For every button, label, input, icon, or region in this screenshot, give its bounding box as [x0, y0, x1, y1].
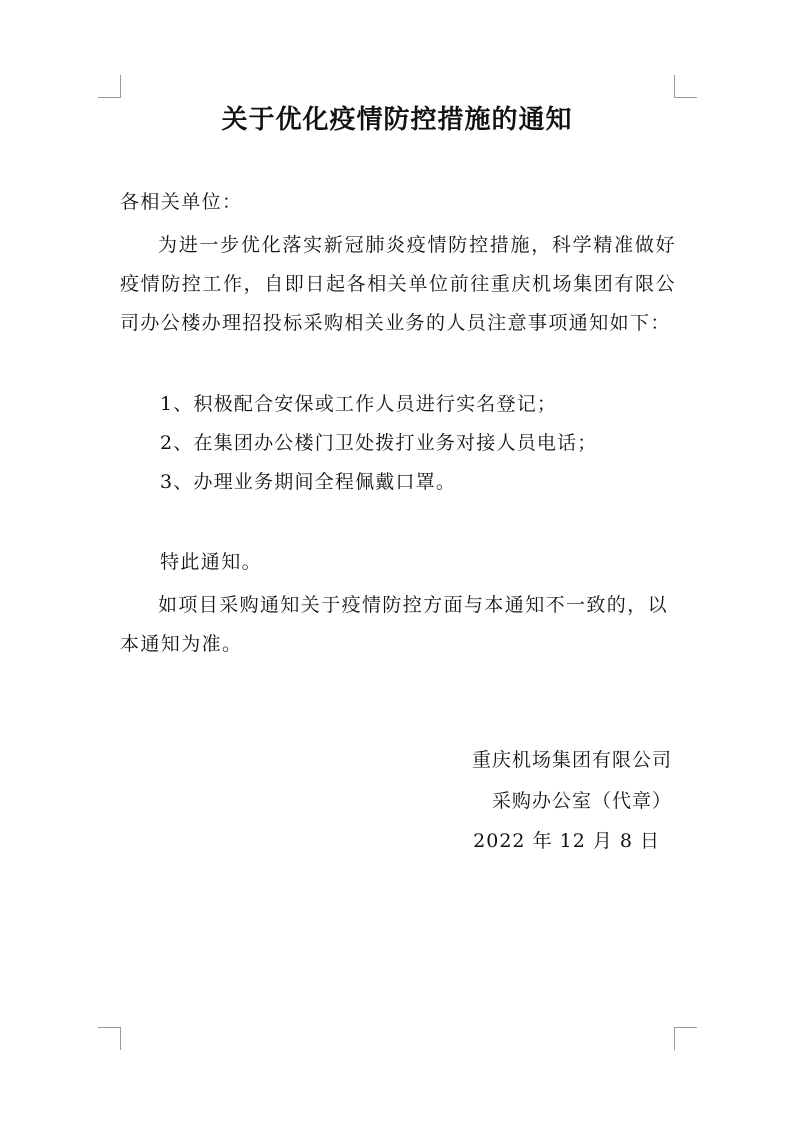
- signature-date: 2022 年 12 月 8 日: [473, 830, 660, 852]
- crop-mark-top-left: [98, 75, 121, 98]
- closing-text: 特此通知。: [160, 551, 263, 573]
- crop-mark-top-right: [674, 75, 697, 98]
- list-item: 2、在集团办公楼门卫处拨打业务对接人员电话；: [160, 432, 598, 454]
- note-paragraph: 如项目采购通知关于疫情防控方面与本通知不一致的，以本通知为准。: [120, 594, 669, 655]
- crop-mark-bottom-right: [674, 1027, 697, 1050]
- list-item: 1、积极配合安保或工作人员进行实名登记；: [160, 393, 558, 415]
- signature-department: 采购办公室（代章）: [491, 790, 672, 812]
- body-paragraph: 为进一步优化落实新冠肺炎疫情防控措施，科学精准做好疫情防控工作，自即日起各相关单位前往重庆机场集团有限公司办公楼办理招投标采购相关业务的人员注意事项通知如下：: [120, 234, 676, 334]
- signature-organization: 重庆机场集团有限公司: [471, 749, 672, 771]
- salutation: 各相关单位：: [120, 191, 243, 213]
- crop-mark-bottom-left: [98, 1027, 121, 1050]
- notice-items-list: [120, 385, 676, 502]
- document-title: 关于优化疫情防控措施的通知: [221, 105, 573, 135]
- list-item: 3、办理业务期间全程佩戴口罩。: [160, 471, 457, 493]
